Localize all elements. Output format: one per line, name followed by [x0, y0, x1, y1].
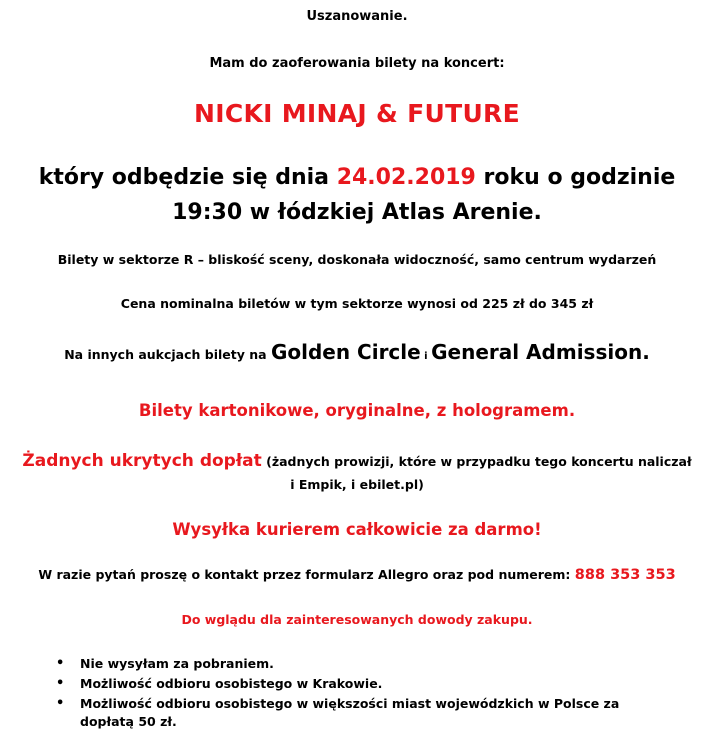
list-item-text: Możliwość odbioru osobistego w większości miast wojewódzkich w Polsce za dopłatą 50 zł. — [80, 696, 620, 729]
list-item — [56, 695, 676, 731]
event-line1-prefix: który odbędzie się dnia — [38, 165, 337, 190]
list-item-text: Możliwość odbioru osobistego w Krakowie. — [80, 676, 383, 691]
event-line2: 19:30 w łódzkiej Atlas Arenie. — [172, 200, 542, 225]
general-admission-label: General Admission. — [431, 340, 650, 364]
phone-number: 888 353 353 — [574, 567, 676, 583]
bullet-icon: • — [56, 676, 65, 691]
other-auctions-prefix: Na innych aukcjach bilety na — [64, 347, 271, 362]
sector-info: Bilety w sektorze R – bliskość sceny, doskonała widoczność, samo centrum wydarzeń — [57, 252, 657, 267]
other-auctions-joiner: i — [420, 351, 432, 362]
price-info: Cena nominalna biletów w tym sektorze wynosi od 225 zł do 345 zł — [120, 296, 594, 311]
no-fees-lead: Żadnych ukrytych dopłat — [22, 451, 262, 471]
other-auctions — [0, 340, 714, 364]
offer-intro: Mam do zaoferowania bilety na koncert: — [209, 56, 505, 71]
event-date: 24.02.2019 — [336, 165, 476, 190]
bullet-icon: • — [56, 696, 65, 711]
list-item-text: Nie wysyłam za pobraniem. — [80, 656, 274, 671]
event-line1-suffix: roku o godzinie — [475, 165, 676, 190]
no-fees-note: (żadnych prowizji, które w przypadku tego koncertu naliczał i Empik, i ebilet.pl) — [261, 454, 692, 492]
golden-circle-label: Golden Circle — [270, 340, 421, 364]
conditions-list — [56, 655, 676, 733]
proof-of-purchase: Do wglądu dla zainteresowanych dowody zakupu. — [181, 612, 533, 627]
tickets-type: Bilety kartonikowe, oryginalne, z hologramem. — [138, 401, 576, 420]
event-details — [0, 160, 714, 230]
greeting: Uszanowanie. — [306, 9, 408, 24]
shipping-info: Wysyłka kurierem całkowicie za darmo! — [172, 520, 542, 539]
list-item — [56, 655, 676, 673]
contact-text: W razie pytań proszę o kontakt przez formularz Allegro oraz pod numerem: — [38, 567, 575, 582]
list-item — [56, 675, 676, 693]
no-fees — [0, 450, 714, 496]
bullet-icon: • — [56, 656, 65, 671]
contact-info — [0, 567, 714, 583]
artist-title: NICKI MINAJ & FUTURE — [194, 99, 520, 128]
